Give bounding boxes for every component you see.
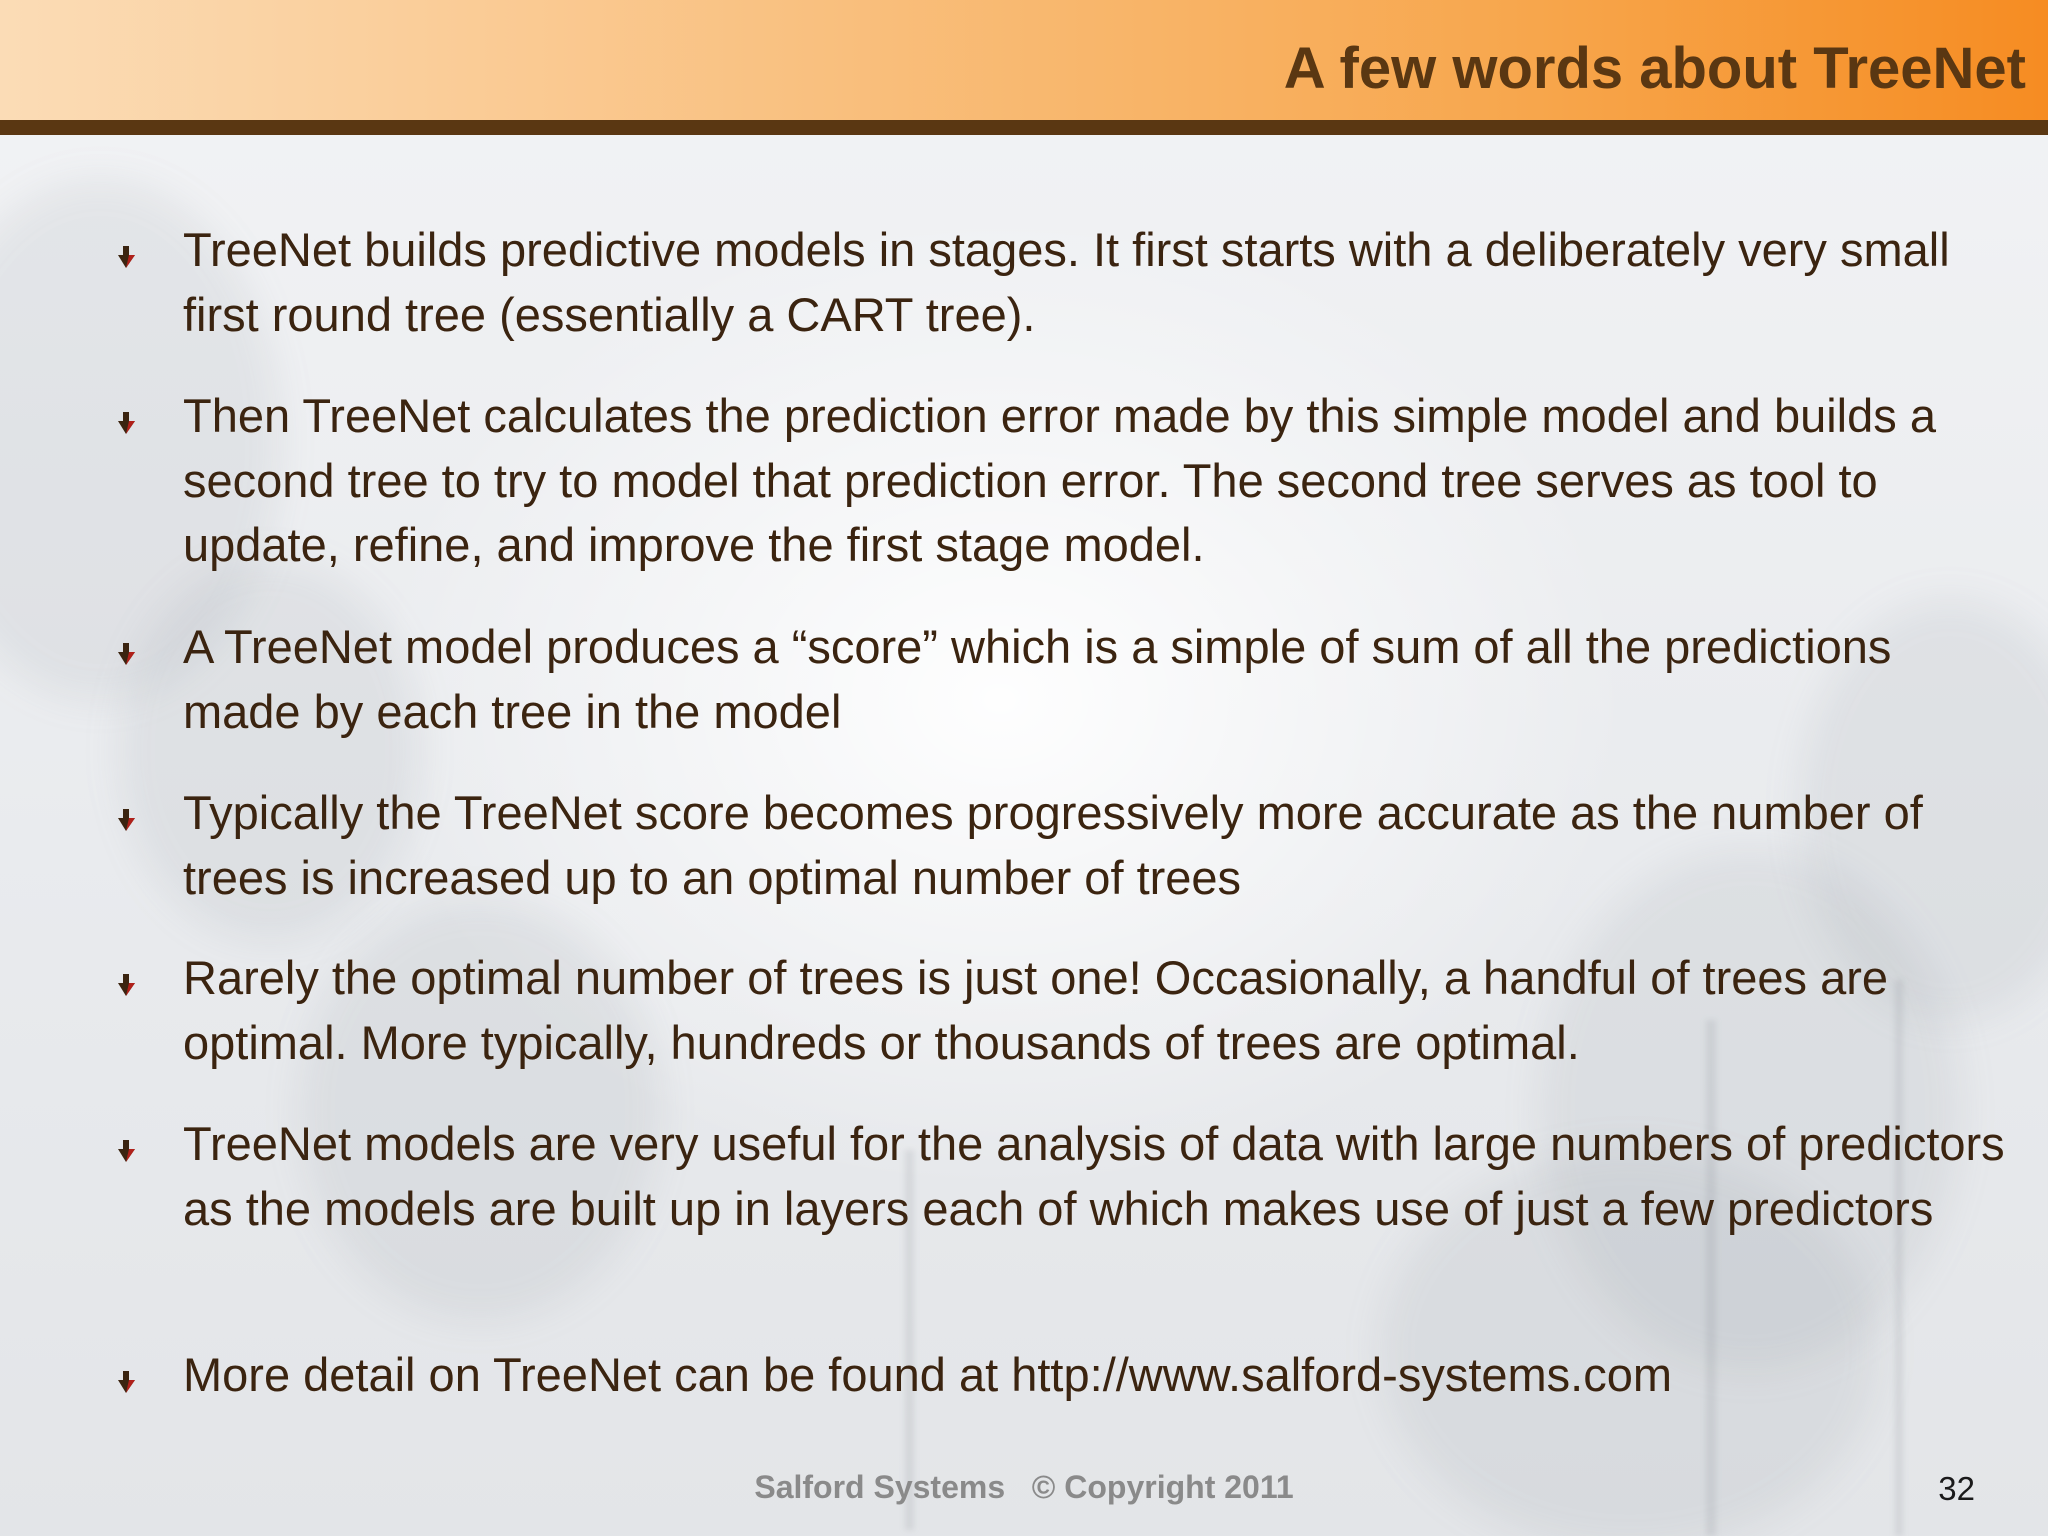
down-arrow-bullet-icon (116, 410, 138, 436)
footer-copyright: Salford Systems © Copyright 2011 (754, 1469, 1294, 1505)
bullet-text: Typically the TreeNet score becomes progressively more accurate as the number of trees is increased up to an optimal number of trees (183, 786, 1923, 904)
down-arrow-bullet-icon (116, 641, 138, 667)
bullet-text: Then TreeNet calculates the prediction error made by this simple model and builds a second tree to try to model that prediction error. The second tree serves as tool to update, refine, and improve the first stage model. (183, 389, 1936, 571)
down-arrow-bullet-icon (116, 1138, 138, 1164)
bullet-text: More detail on TreeNet can be found at http://www.salford-systems.com (183, 1348, 1673, 1401)
bullet-text: A TreeNet model produces a “score” which is a simple of sum of all the predictions made by each tree in the model (183, 620, 1892, 738)
header-divider (0, 120, 2048, 135)
down-arrow-bullet-icon (116, 807, 138, 833)
down-arrow-bullet-icon (116, 972, 138, 998)
slide-title: A few words about TreeNet (1283, 36, 2026, 101)
bullet-text: TreeNet builds predictive models in stages. It first starts with a deliberately very small first round tree (essentially a CART tree). (183, 223, 1950, 341)
down-arrow-bullet-icon (116, 244, 138, 270)
bullet-text: Rarely the optimal number of trees is just one! Occasionally, a handful of trees are optimal. More typically, hundreds or thousands of trees are optimal. (183, 951, 1889, 1069)
down-arrow-bullet-icon (116, 1369, 138, 1395)
bullet-text: TreeNet models are very useful for the analysis of data with large numbers of predictors as the models are built up in layers each of which makes use of just a few predictors (183, 1117, 2005, 1235)
slide-number: 32 (1938, 1470, 1975, 1507)
